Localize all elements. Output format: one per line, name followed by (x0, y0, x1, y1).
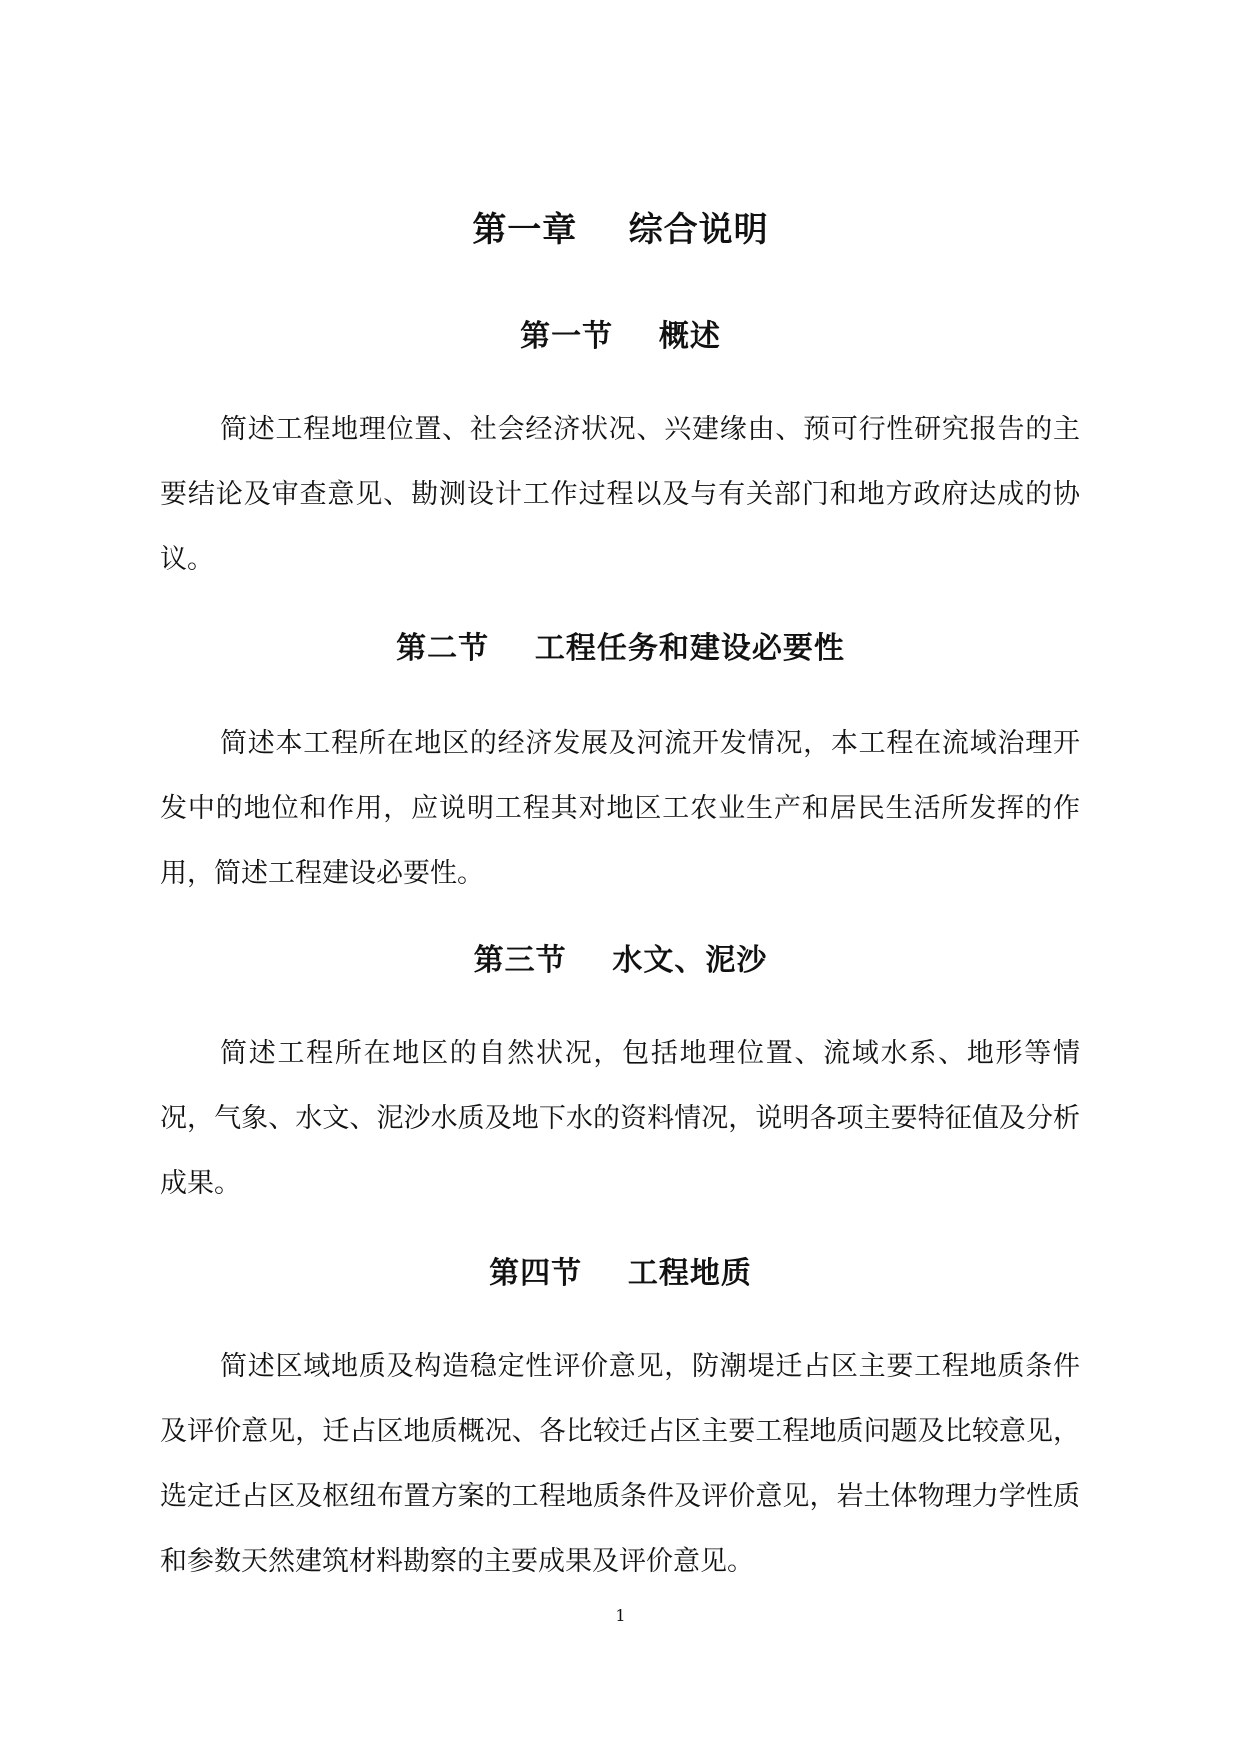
section-body-3: 简述工程所在地区的自然状况，包括地理位置、流域水系、地形等情况，气象、水文、泥沙水质及地下水的资料情况，说明各项主要特征值及分析成果。 (160, 1038, 1080, 1199)
section-title-2: 第二节 工程任务和建设必要性 (396, 631, 845, 666)
section-title-3: 第三节 水文、泥沙 (473, 943, 768, 978)
section-title-4: 第四节 工程地质 (489, 1256, 752, 1291)
page-number: 1 (615, 1606, 626, 1625)
section-body-1: 简述工程地理位置、社会经济状况、兴建缘由、预可行性研究报告的主要结论及审查意见、勘测设计工作过程以及与有关部门和地方政府达成的协议。 (160, 414, 1080, 575)
chapter-title: 第一章 综合说明 (472, 210, 769, 250)
section-body-4: 简述区域地质及构造稳定性评价意见，防潮堤迁占区主要工程地质条件及评价意见，迁占区地质概况、各比较迁占区主要工程地质问题及比较意见，选定迁占区及枢纽布置方案的工程地质条件及评价意见，岩土体物理力学性质和参数天然建筑材料勘察的主要成果及评价意见。 (160, 1351, 1080, 1577)
section-title-1: 第一节 概述 (520, 319, 721, 354)
section-body-2: 简述本工程所在地区的经济发展及河流开发情况，本工程在流域治理开发中的地位和作用，应说明工程其对地区工农业生产和居民生活所发挥的作用，简述工程建设必要性。 (160, 728, 1080, 889)
